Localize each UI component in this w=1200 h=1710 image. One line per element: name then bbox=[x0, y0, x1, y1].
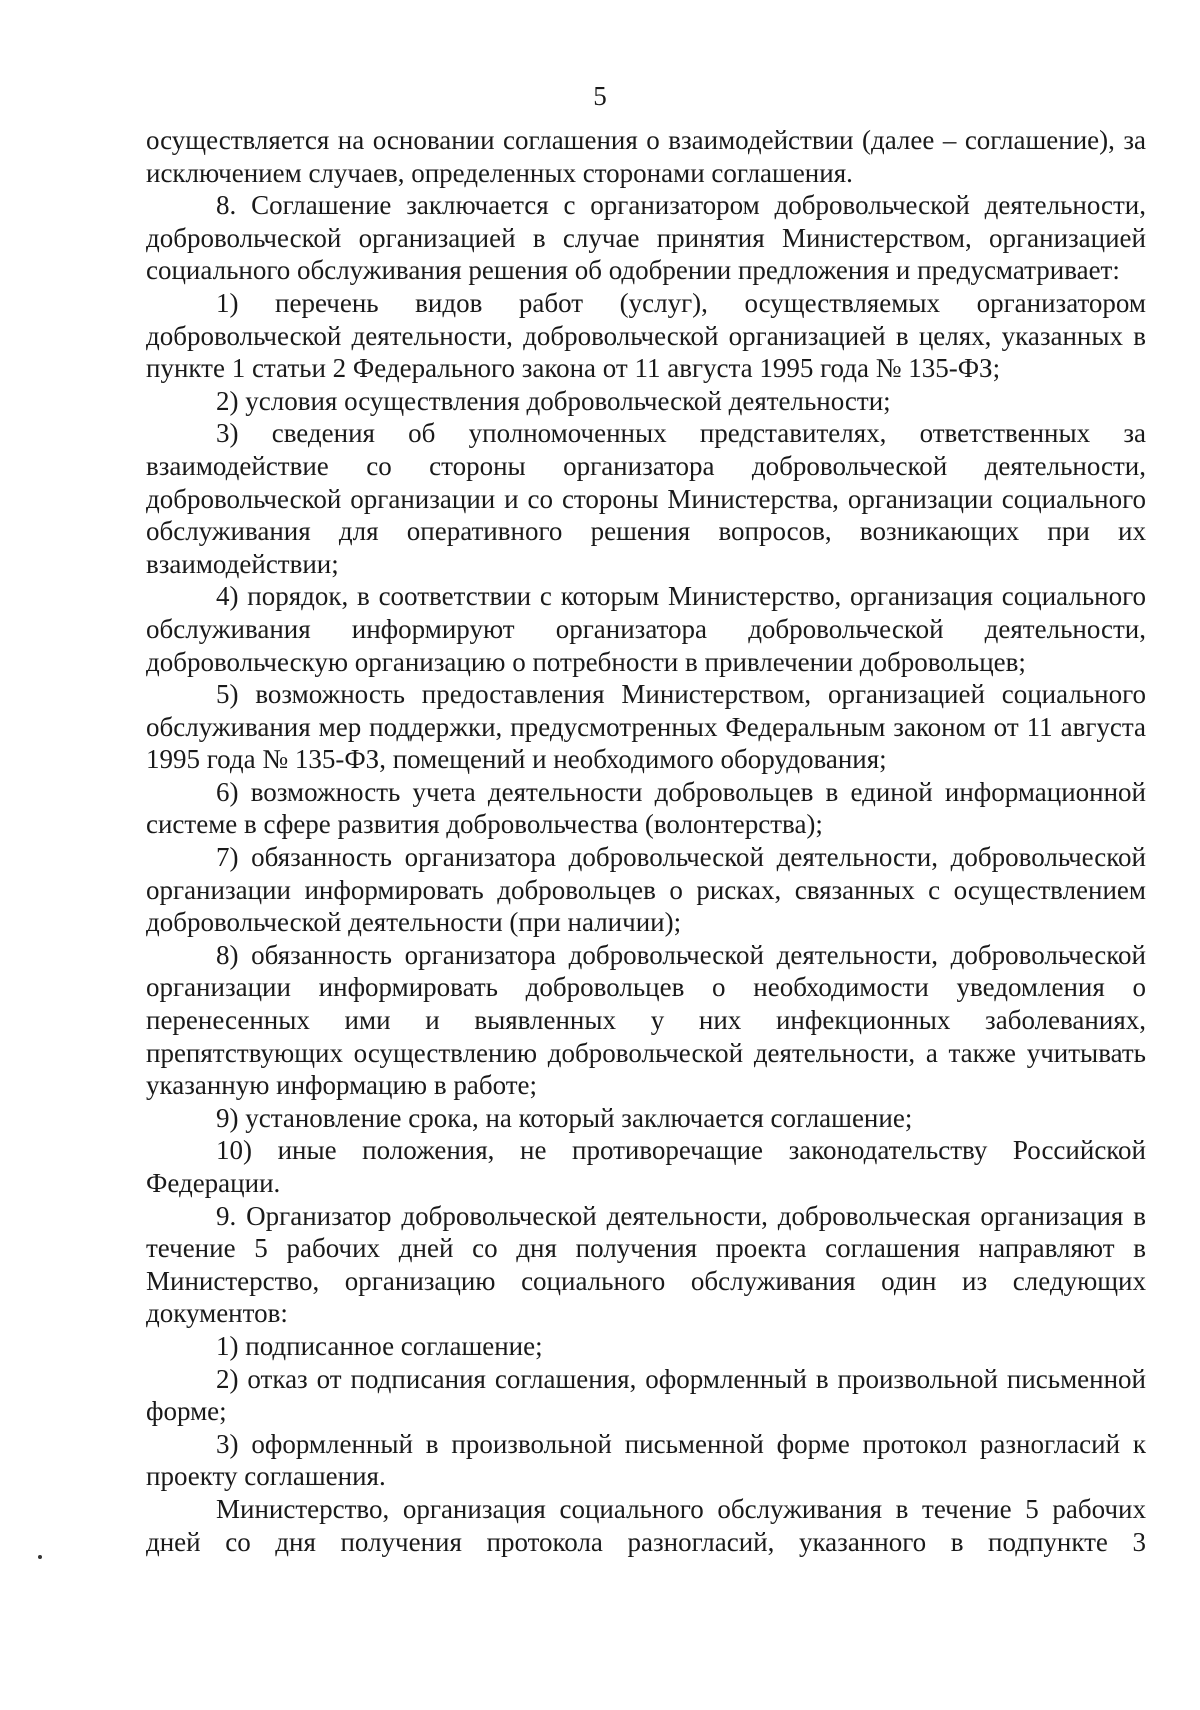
paragraph: 8. Соглашение заключается с организатором добровольческой деятельности, добровольческой организацией в случае принятия Министерством, организацией социального обслуживания решения об одобрении предложения и предусматривает: bbox=[146, 190, 1146, 286]
document-body bbox=[146, 124, 1146, 1558]
list-item: 8) обязанность организатора добровольческой деятельности, добровольческой организации информировать добровольцев о необходимости уведомления о перенесенных ими и выявленных у них инфекционных заболеваниях, препятствующих осуществлению добровольческой деятельности, а также учитывать указанную информацию в работе; bbox=[146, 939, 1146, 1101]
paragraph: Министерство, организация социального обслуживания в течение 5 рабочих дней со дня получения протокола разногласий, указанного в подпункте 3 bbox=[146, 1493, 1146, 1557]
list-item: 1) подписанное соглашение; bbox=[216, 1330, 543, 1361]
scan-artifact-dot bbox=[38, 1555, 42, 1559]
list-item: 10) иные положения, не противоречащие законодательству Российской Федерации. bbox=[146, 1135, 1146, 1198]
list-item: 4) порядок, в соответствии с которым Министерство, организация социального обслуживания информируют организатора добровольческой деятельности, добровольческую организацию о потребности в привлечении добровольцев; bbox=[146, 581, 1146, 677]
list-item: 7) обязанность организатора добровольческой деятельности, добровольческой организации информировать добровольцев о рисках, связанных с осуществлением добровольческой деятельности (при наличии); bbox=[146, 842, 1146, 938]
page-number: 5 bbox=[593, 81, 607, 111]
paragraph: 9. Организатор добровольческой деятельности, добровольческая организация в течение 5 рабочих дней со дня получения проекта соглашения направляют в Министерство, организацию социального обслуживания один из следующих документов: bbox=[146, 1200, 1146, 1329]
list-item: 3) сведения об уполномоченных представителях, ответственных за взаимодействие со стороны организатора добровольческой деятельности, добровольческой организации и со стороны Министерства, организации социального обслуживания для оперативного решения вопросов, возникающих при их взаимодействии; bbox=[146, 418, 1146, 579]
list-item: 5) возможность предоставления Министерством, организацией социального обслуживания мер поддержки, предусмотренных Федеральным законом от 11 августа 1995 года № 135-ФЗ, помещений и необходимого оборудования; bbox=[146, 679, 1146, 775]
list-item: 6) возможность учета деятельности добровольцев в единой информационной системе в сфере развития добровольчества (волонтерства); bbox=[146, 776, 1146, 840]
list-item: 2) отказ от подписания соглашения, оформленный в произвольной письменной форме; bbox=[146, 1363, 1146, 1427]
list-item: 1) перечень видов работ (услуг), осуществляемых организатором добровольческой деятельности, добровольческой организацией в целях, указанных в пункте 1 статьи 2 Федерального закона от 11 августа 1995 года № 135-ФЗ; bbox=[146, 287, 1146, 384]
list-item: 9) установление срока, на который заключается соглашение; bbox=[216, 1102, 913, 1133]
list-item: 3) оформленный в произвольной письменной форме протокол разногласий к проекту соглашения. bbox=[146, 1428, 1146, 1492]
paragraph: осуществляется на основании соглашения о взаимодействии (далее – соглашение), за исключением случаев, определенных сторонами соглашения. bbox=[146, 125, 1146, 188]
list-item: 2) условия осуществления добровольческой деятельности; bbox=[216, 385, 891, 416]
